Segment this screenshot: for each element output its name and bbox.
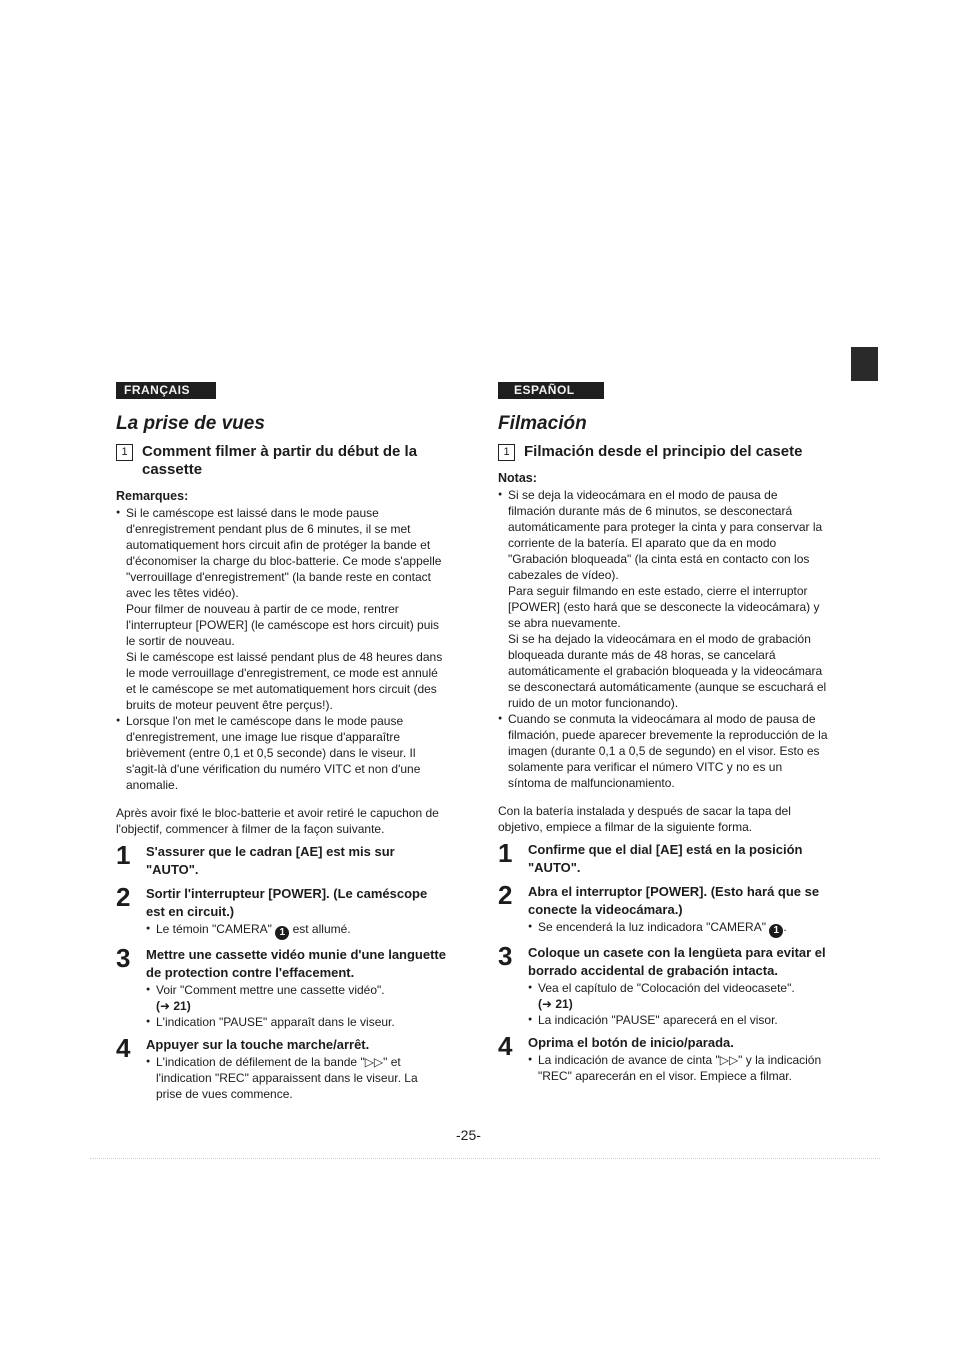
step-heading: Oprima el botón de inicio/parada. xyxy=(528,1035,734,1050)
side-thumb-tab xyxy=(851,347,878,381)
step-heading: Coloque un casete con la lengüeta para evitar el borrado accidental de grabación intacta. xyxy=(528,945,826,978)
step-heading: Sortir l'interrupteur [POWER]. (Le caméscope est en circuit.) xyxy=(146,886,428,919)
boxed-number: 1 xyxy=(116,444,133,461)
step-bullet: ● Vea el capítulo de "Colocación del videocasete". xyxy=(528,980,828,996)
step-1 xyxy=(498,838,828,877)
notes-heading: Remarques: xyxy=(116,489,189,503)
page-reference: (➜ 21) xyxy=(538,997,573,1011)
language-tag-french: FRANÇAIS xyxy=(116,382,216,399)
step-number: 3 xyxy=(116,943,131,973)
notes-heading: Notas: xyxy=(498,471,537,485)
step-heading: Appuyer sur la touche marche/arrêt. xyxy=(146,1037,370,1052)
note-item: ● Si se deja la videocámara en el modo de pausa de filmación durante más de 6 minutos, se desconectará automáticamente para proteger la cinta y para conservar la corriente de la batería. El aparato que da en modo "Grabación bloqueada" (la cinta está en contacto con los cabezales de vídeo). xyxy=(498,487,828,583)
step-2 xyxy=(116,882,446,940)
note-continuation: Pour filmer de nouveau à partir de ce mode, rentrer l'interrupteur [POWER] (le caméscope est hors circuit) puis le sortir de nouveau. xyxy=(126,602,440,648)
bottom-divider xyxy=(90,1158,880,1159)
note-item: ● Si le caméscope est laissé dans le mode pause d'enregistrement pendant plus de 6 minutes, il se met automatiquement hors circuit afin de protéger la bande et d'économiser la charge du bloc-batterie. Ce mode s'appelle "verrouillage d'enregistrement" (la bande reste en contact avec les têtes vidéo). xyxy=(116,505,446,601)
step-bullet: ● La indicación "PAUSE" aparecerá en el visor. xyxy=(528,1012,828,1028)
note-item: ● Cuando se conmuta la videocámara al modo de pausa de filmación, puede aparecer brevemente la reproducción de la imagen (durante 0,1 a 0,5 de segundo) en el visor. Esto es solamente para verificar el número VITC y no es un síntoma de malfuncionamiento. xyxy=(498,711,828,791)
step-1 xyxy=(116,840,446,879)
step-heading: Mettre une cassette vidéo munie d'une languette de protection contre l'effacement. xyxy=(146,947,446,980)
section-title-french: La prise de vues xyxy=(116,413,265,434)
note-continuation: Si se ha dejado la videocámara en el modo de grabación bloqueada durante más de 48 horas, se cancelará automáticamente el grabación bloqueada y la videocámara se desconectará automáticamente (aunque se escuchará el ruido de un motor funcionando). xyxy=(508,632,827,710)
step-bullet: ● Se encenderá la luz indicadora "CAMERA" 1 . xyxy=(528,919,828,938)
subsection-heading-spanish xyxy=(498,443,828,461)
section-title-spanish: Filmación xyxy=(498,413,587,434)
step-number: 4 xyxy=(116,1033,131,1063)
french-column xyxy=(116,381,446,1102)
step-2 xyxy=(498,880,828,938)
step-bullet: ● L'indication "PAUSE" apparaît dans le viseur. xyxy=(146,1014,446,1030)
step-number: 2 xyxy=(498,880,513,910)
step-heading: S'assurer que le cadran [AE] est mis sur "AUTO". xyxy=(146,844,395,877)
step-number: 3 xyxy=(498,941,513,971)
step-bullet: ● Voir "Comment mettre une cassette vidéo". xyxy=(146,982,446,998)
note-continuation: Si le caméscope est laissé pendant plus de 48 heures dans le mode verrouillage d'enregistrement, ce mode est annulé et le caméscope se met automatiquement hors circuit (des bruits de moteur peuvent être perçus!). xyxy=(126,650,443,712)
step-number: 2 xyxy=(116,882,131,912)
step-bullet: ● La indicación de avance de cinta "▷▷" y la indicación "REC" aparecerán en el visor. Empiece a filmar. xyxy=(528,1052,828,1084)
step-number: 1 xyxy=(116,840,131,870)
subsection-title: Comment filmer à partir du début de la cassette xyxy=(142,443,418,478)
spanish-column xyxy=(498,381,828,1084)
page-number: -25- xyxy=(456,1127,481,1143)
subsection-heading-french xyxy=(116,443,446,479)
page-reference: (➜ 21) xyxy=(156,999,191,1013)
subsection-title: Filmación desde el principio del casete xyxy=(524,443,803,460)
step-3 xyxy=(498,941,828,1028)
step-3 xyxy=(116,943,446,1030)
step-bullet: ● Le témoin "CAMERA" 1 est allumé. xyxy=(146,921,446,940)
step-number: 1 xyxy=(498,838,513,868)
boxed-number: 1 xyxy=(498,444,515,461)
intro-paragraph: Après avoir fixé le bloc-batterie et avoir retiré le capuchon de l'objectif, commencer à filmer de la façon suivante. xyxy=(116,806,439,836)
circled-number-icon: 1 xyxy=(275,926,289,940)
step-4 xyxy=(116,1033,446,1102)
step-4 xyxy=(498,1031,828,1084)
language-tag-spanish: ESPAÑOL xyxy=(498,382,604,399)
note-item: ● Lorsque l'on met le caméscope dans le mode pause d'enregistrement, une image lue risque d'apparaître brièvement (entre 0,1 et 0,5 seconde) dans le viseur. Il s'agit-là d'une vérification du numéro VITC et non d'une anomalie. xyxy=(116,713,446,793)
note-continuation: Para seguir filmando en este estado, cierre el interruptor [POWER] (esto hará que se desconecte la videocámara) y se abra nuevamente. xyxy=(508,584,820,630)
step-bullet: ● L'indication de défilement de la bande "▷▷" et l'indication "REC" apparaissent dans le viseur. La prise de vues commence. xyxy=(146,1054,446,1102)
circled-number-icon: 1 xyxy=(769,924,783,938)
step-heading: Confirme que el dial [AE] está en la posición "AUTO". xyxy=(528,842,803,875)
step-number: 4 xyxy=(498,1031,513,1061)
step-heading: Abra el interruptor [POWER]. (Esto hará que se conecte la videocámara.) xyxy=(528,884,820,917)
intro-paragraph: Con la batería instalada y después de sacar la tapa del objetivo, empiece a filmar de la siguiente forma. xyxy=(498,804,791,834)
